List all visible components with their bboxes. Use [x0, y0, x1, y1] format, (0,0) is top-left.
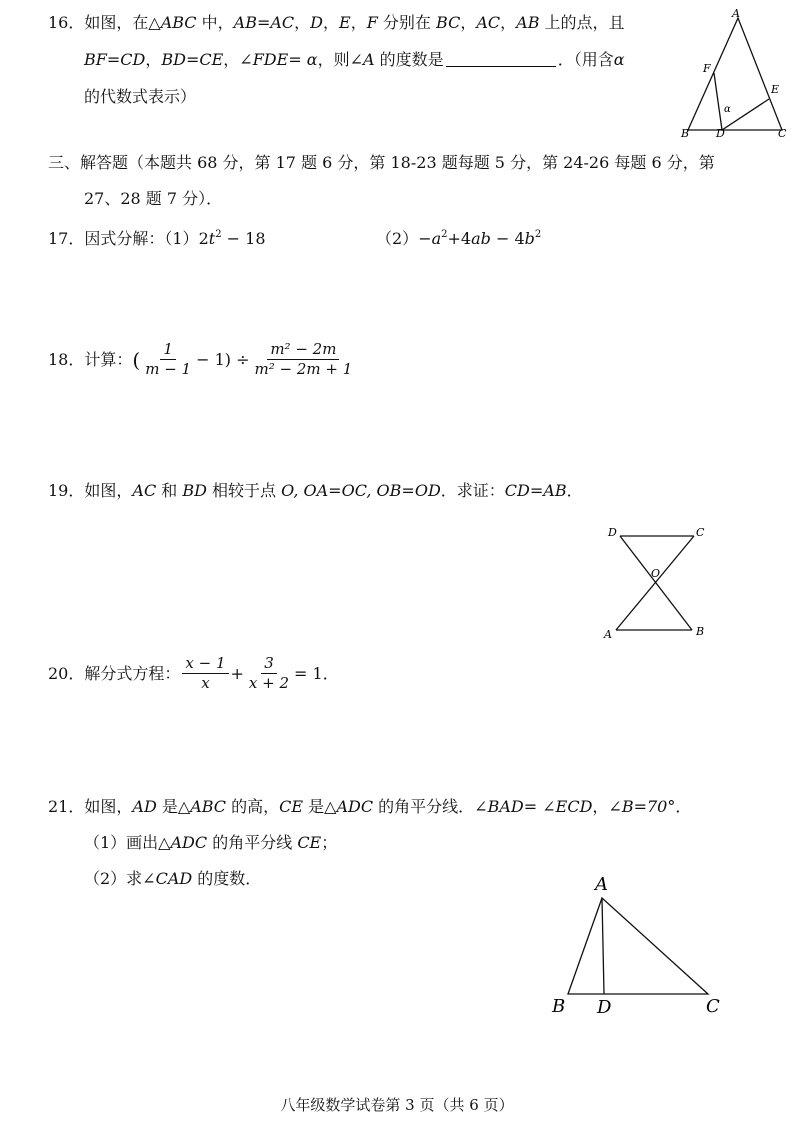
q21-altitude-ad: [602, 898, 604, 994]
q20-fraction-2: $\frac{3}{x + 2}$: [248, 654, 290, 692]
q16-number: 16．: [48, 13, 85, 32]
page-footer: 八年级数学试卷第 3 页（共 6 页）: [280, 1096, 514, 1114]
q16-label-f: F: [703, 62, 711, 75]
q20-number: 20．: [48, 663, 85, 683]
q21-line1: 21．如图，AD 是△ABC 的高，CE 是△ADC 的角平分线．∠BAD= ∠ECD，∠B=70°．: [48, 797, 692, 816]
q16-label-c: C: [778, 127, 787, 140]
q16-figure: [676, 8, 786, 140]
q16-line2: BF=CD，BD=CE，∠FDE= α，则∠A 的度数是 ．（用含α: [84, 50, 625, 69]
q21-label-a: A: [595, 874, 608, 895]
q16-label-alpha: α: [724, 104, 731, 115]
q21-label-d: D: [597, 997, 612, 1018]
q21-triangle-abc: [568, 898, 708, 994]
q19-number: 19．: [48, 481, 85, 500]
q20-fraction-1: $\frac{x - 1}{x}$: [182, 654, 228, 693]
q17-number: 17．: [48, 229, 85, 248]
q16-label-b: B: [681, 127, 690, 140]
q19-label-d: D: [608, 526, 617, 539]
q19-line: 19．如图，AC 和 BD 相较于点 O, OA=OC, OB=OD．求证：CD=AB．: [48, 481, 583, 500]
q21-sub2: （2）求∠CAD 的度数．: [84, 869, 262, 888]
q21-figure: [548, 870, 738, 1020]
q17-part2: $(2)-a^2+4ab - 4b^2$: [376, 229, 542, 248]
section3-header-cont: 27、28 题 7 分）．: [84, 189, 223, 208]
q19-label-b: B: [696, 625, 705, 638]
q20-line: 20． 解分式方程： $\frac{x - 1}{x}$ + $\frac{3}{x + 2}$ = 1．: [48, 654, 339, 692]
q18-fraction-2: $\frac{\text{m² − 2m}}{\text{m² − 2m + 1}}$: [254, 340, 353, 378]
section3-header: 三、解答题（本题共 68 分，第 17 题 6 分，第 18-23 题每题 5 分，第 24-26 每题 6 分，第: [48, 153, 715, 172]
q21-number: 21．: [48, 797, 85, 816]
q21-label-c: C: [706, 996, 720, 1017]
q16-line1: 16．如图，在△ABC 中，AB=AC，D，E，F 分别在 BC，AC，AB 上的点，且: [48, 13, 625, 32]
q19-segment-bd: [620, 536, 692, 630]
q16-line3: 的代数式表示）: [84, 87, 197, 106]
q16-label-e: E: [771, 83, 780, 96]
q16-label-d: D: [716, 127, 725, 140]
q19-label-a: A: [604, 628, 612, 641]
q16-segment-fd: [714, 73, 722, 130]
q16-label-a: A: [732, 7, 740, 20]
q18-number: 18．: [48, 349, 85, 369]
q19-label-o: O: [651, 567, 661, 580]
q18-line: 18． 计算： ( $\frac{1}{m - 1}$ − 1) ÷ $\frac{\text{m² − 2m}}{\text{m² − 2m + 1}}$: [48, 340, 357, 379]
q21-sub1: （1）画出△ADC 的角平分线 CE；: [84, 833, 338, 852]
q18-fraction-1: $\frac{1}{m - 1}$: [145, 340, 192, 378]
q19-figure: [600, 522, 710, 642]
q19-label-c: C: [696, 526, 705, 539]
answer-blank[interactable]: [446, 50, 556, 67]
q17-line: 17．因式分解：$(1)2t^2 - 18$: [48, 229, 266, 248]
q21-label-b: B: [552, 996, 566, 1017]
q19-segment-ac: [616, 536, 694, 630]
